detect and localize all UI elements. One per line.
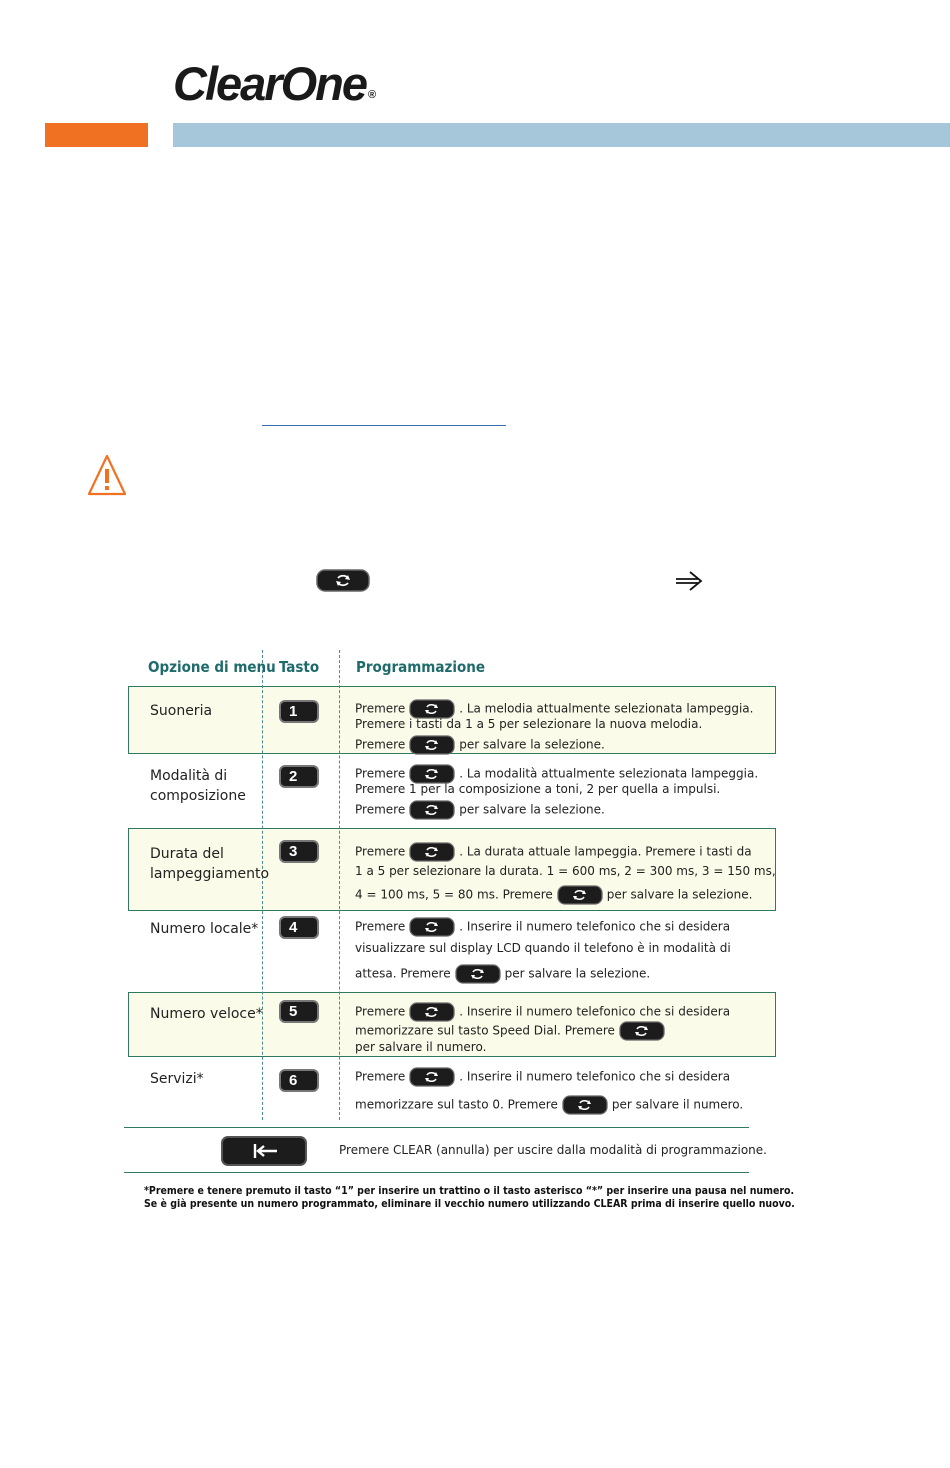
key-6-icon: 6 — [279, 1069, 319, 1092]
redial-icon — [619, 1021, 665, 1041]
key-2-icon: 2 — [279, 765, 319, 788]
programming-text: . La durata attuale lampeggia. Premere i tasti da — [459, 844, 752, 859]
key-4-icon: 4 — [279, 916, 319, 939]
programming-line — [355, 1095, 743, 1115]
clearone-logo: ClearOne ® — [173, 57, 377, 110]
programming-line — [355, 1040, 486, 1054]
programming-text: memorizzare sul tasto Speed Dial. Premere — [355, 1023, 615, 1038]
hyperlink-underline[interactable] — [262, 425, 506, 426]
menu-option-label: Numero veloce* — [150, 1006, 263, 1022]
header-orange-bar — [45, 123, 148, 147]
clear-back-icon — [223, 1138, 305, 1164]
menu-option-label: Servizi* — [150, 1071, 204, 1087]
footnote-line-1: *Premere e tenere premuto il tasto “1” per inserire un trattino o il tasto asterisco “*” per inserire una pausa nel numero. — [144, 1185, 795, 1197]
menu-option-label: Numero locale* — [150, 921, 259, 937]
header-key: Tasto — [279, 658, 320, 676]
programming-text: Premere — [355, 919, 406, 934]
menu-option-label: Modalità di — [150, 768, 228, 784]
programming-text: 1 a 5 per selezionare la durata. 1 = 600 ms, 2 = 300 ms, 3 = 150 ms, — [355, 864, 776, 878]
divider-bottom — [124, 1172, 749, 1173]
programming-text: . Inserire il numero telefonico che si desidera — [459, 1069, 731, 1084]
programming-text: visualizzare sul display LCD quando il telefono è in modalità di — [355, 941, 731, 955]
redial-icon — [455, 964, 501, 984]
programming-text: per salvare la selezione. — [459, 802, 605, 817]
redial-icon — [409, 1002, 455, 1022]
header-blue-bar — [173, 123, 950, 147]
redial-icon — [409, 917, 455, 937]
footnote-line-2: Se è già presente un numero programmato, eliminare il vecchio numero utilizzando CLEAR prima di inserire quello nuovo. — [144, 1198, 795, 1210]
programming-text: Premere i tasti da 1 a 5 per selezionare la nuova melodia. — [355, 717, 703, 731]
redial-icon — [409, 1067, 455, 1087]
key-5-icon: 5 — [279, 1000, 319, 1023]
programming-line — [355, 964, 650, 984]
menu-option-label: Suoneria — [150, 703, 213, 719]
programming-line — [355, 735, 605, 755]
programming-text: 4 = 100 ms, 5 = 80 ms. Premere — [355, 887, 553, 902]
header-option: Opzione di menu — [148, 658, 276, 676]
arrow-right-icon — [674, 569, 704, 593]
divider-top — [124, 1127, 749, 1128]
programming-line — [355, 699, 753, 719]
redial-icon — [557, 885, 603, 905]
programming-text: per salvare il numero. — [611, 1097, 744, 1112]
programming-text: Premere 1 per la composizione a toni, 2 per quella a impulsi. — [355, 782, 721, 796]
redial-icon — [562, 1095, 608, 1115]
programming-line — [355, 1002, 730, 1022]
menu-option-label: Durata del — [150, 846, 224, 862]
programming-text: Premere — [355, 701, 406, 716]
key-3-icon: 3 — [279, 840, 319, 863]
redial-icon — [409, 800, 455, 820]
programming-text: per salvare la selezione. — [459, 737, 605, 752]
header-programming: Programmazione — [356, 658, 485, 676]
programming-line — [355, 800, 605, 820]
column-divider-1 — [262, 650, 263, 1120]
programming-line — [355, 1021, 669, 1041]
programming-line — [355, 717, 702, 731]
programming-text: memorizzare sul tasto 0. Premere — [355, 1097, 558, 1112]
programming-text: per salvare la selezione. — [504, 966, 651, 981]
programming-line — [355, 764, 758, 784]
clear-instruction: Premere CLEAR (annulla) per uscire dalla modalità di programmazione. — [339, 1143, 767, 1157]
programming-text: Premere — [355, 1004, 406, 1019]
programming-line — [355, 1067, 730, 1087]
programming-text: Premere — [355, 737, 406, 752]
programming-line — [355, 782, 720, 796]
programming-line — [355, 864, 776, 878]
programming-line — [355, 941, 731, 955]
menu-option-label: composizione — [150, 788, 246, 804]
programming-line — [355, 917, 730, 937]
programming-text: Premere — [355, 766, 406, 781]
programming-text: . La melodia attualmente selezionata lampeggia. — [459, 701, 754, 716]
programming-text: . La modalità attualmente selezionata lampeggia. — [459, 766, 759, 781]
programming-text: . Inserire il numero telefonico che si desidera — [459, 919, 731, 934]
key-1-icon: 1 — [279, 700, 319, 723]
column-divider-2 — [339, 650, 340, 1120]
programming-text: Premere — [355, 802, 406, 817]
warning-triangle-icon — [87, 454, 127, 496]
programming-text: . Inserire il numero telefonico che si desidera — [459, 1004, 731, 1019]
programming-text: Premere — [355, 1069, 406, 1084]
programming-text: attesa. Premere — [355, 966, 451, 981]
redial-key-icon — [316, 569, 370, 592]
programming-text: per salvare la selezione. — [606, 887, 753, 902]
programming-text: per salvare il numero. — [355, 1040, 487, 1054]
redial-icon — [409, 764, 455, 784]
redial-icon — [409, 842, 455, 862]
programming-line — [355, 842, 752, 862]
redial-icon — [409, 735, 455, 755]
menu-option-label: lampeggiamento — [150, 866, 270, 882]
programming-text: Premere — [355, 844, 406, 859]
clear-key — [221, 1136, 307, 1166]
programming-line — [355, 885, 752, 905]
redial-icon — [409, 699, 455, 719]
